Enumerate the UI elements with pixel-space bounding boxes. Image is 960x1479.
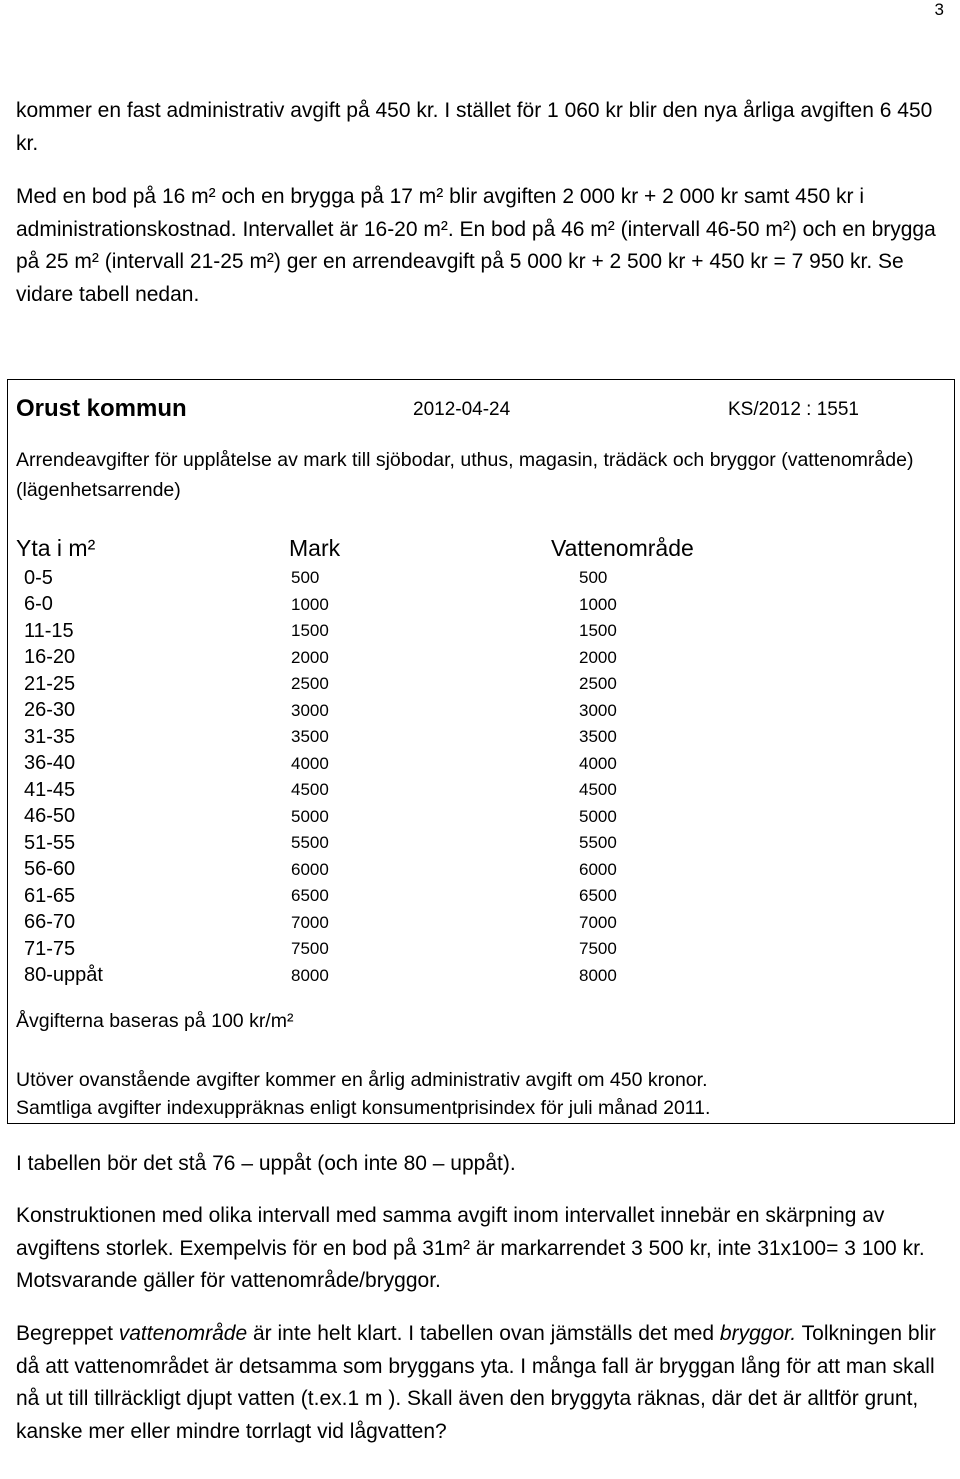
- table-row: [16, 671, 751, 698]
- comment-text-part: Tolkningen blir då att vattenområdet är detsamma som bryggans yta. I många fall är bryggan lång för att man skall nå ut till tillräckligt djupt vatten (t.ex.1 m ). Skall även den bryggyta räknas, där det är alltför grunt, kanske mer eller mindre torrlagt vid lågvatten?: [16, 1322, 936, 1443]
- table-row: [16, 724, 751, 751]
- term-vattenomrade: vattenområde: [118, 1322, 248, 1345]
- table-row: [16, 883, 751, 910]
- cell-size-range: 66-70: [24, 911, 76, 934]
- cell-water-fee: 2500: [579, 674, 617, 694]
- table-row: [16, 698, 751, 725]
- cell-size-range: 51-55: [24, 831, 76, 854]
- cell-land-fee: 5000: [291, 806, 329, 826]
- intro-paragraph-1: kommer en fast administrativ avgift på 450 kr. I stället för 1 060 kr blir den nya årliga avgiften 6 450 kr.: [16, 99, 933, 155]
- admin-fee-note: Utöver ovanstående avgifter kommer en årlig administrativ avgift om 450 kronor.: [16, 1069, 708, 1091]
- cell-water-fee: 1000: [579, 594, 617, 614]
- cell-size-range: 41-45: [24, 778, 76, 801]
- cell-land-fee: 7000: [291, 912, 329, 932]
- document-date: 2012-04-24: [413, 399, 511, 420]
- cell-water-fee: 2000: [579, 647, 617, 667]
- cell-land-fee: 500: [291, 568, 320, 588]
- fee-table-body: [16, 565, 751, 989]
- cell-water-fee: 3500: [579, 727, 617, 747]
- cell-water-fee: 3000: [579, 700, 617, 720]
- table-row: [16, 751, 751, 778]
- cell-water-fee: 500: [579, 568, 608, 588]
- cell-land-fee: 4000: [291, 753, 329, 773]
- cell-land-fee: 2500: [291, 674, 329, 694]
- comment-paragraph-3: [16, 1318, 946, 1448]
- cell-water-fee: 6000: [579, 859, 617, 879]
- table-header-row: [16, 531, 751, 565]
- column-header-size: Yta i m²: [16, 534, 96, 561]
- document-footer: [16, 1066, 936, 1122]
- cell-land-fee: 6000: [291, 859, 329, 879]
- cell-size-range: 31-35: [24, 725, 76, 748]
- cell-water-fee: 8000: [579, 965, 617, 985]
- fee-basis-note: Åvgifterna baseras på 100 kr/m²: [16, 1010, 294, 1032]
- table-row: [16, 936, 751, 963]
- cell-water-fee: 5500: [579, 833, 617, 853]
- column-header-water: Vattenområde: [551, 534, 694, 561]
- cell-water-fee: 6500: [579, 886, 617, 906]
- cell-size-range: 21-25: [24, 672, 76, 695]
- cell-land-fee: 8000: [291, 965, 329, 985]
- table-row: [16, 830, 751, 857]
- table-row: [16, 777, 751, 804]
- document-reference: KS/2012 : 1551: [728, 399, 859, 420]
- column-header-land: Mark: [289, 534, 341, 561]
- comment-paragraph-2: Konstruktionen med olika intervall med samma avgift inom intervallet innebär en skärpning av avgiftens storlek. Exempelvis för en bod på 31m² är markarrendet 3 500 kr, inte 31x100= 3 100 kr. Motsvarande gäller för vattenområde/bryggor.: [16, 1204, 925, 1292]
- table-row: [16, 592, 751, 619]
- fee-document-box: [7, 379, 955, 1124]
- cell-water-fee: 5000: [579, 806, 617, 826]
- page-number: 3: [934, 0, 944, 19]
- fee-table: [16, 531, 751, 989]
- cell-water-fee: 1500: [579, 621, 617, 641]
- table-row: [16, 804, 751, 831]
- cell-land-fee: 1000: [291, 594, 329, 614]
- cell-water-fee: 7500: [579, 939, 617, 959]
- organization-name: Orust kommun: [16, 395, 187, 422]
- cell-size-range: 61-65: [24, 884, 76, 907]
- cell-size-range: 11-15: [24, 619, 74, 642]
- cell-size-range: 80-uppåt: [24, 964, 103, 987]
- cell-land-fee: 6500: [291, 886, 329, 906]
- cell-size-range: 16-20: [24, 646, 76, 669]
- comment-paragraph-1: I tabellen bör det stå 76 – uppåt (och inte 80 – uppåt).: [16, 1152, 516, 1175]
- cell-size-range: 56-60: [24, 858, 76, 881]
- cell-size-range: 26-30: [24, 699, 76, 722]
- term-bryggor: bryggor.: [719, 1322, 797, 1345]
- document-header: [8, 394, 954, 424]
- document-description: Arrendeavgifter för upplåtelse av mark till sjöbodar, uthus, magasin, trädäck och bryggor (vattenområde) (lägenhetsarrende): [16, 449, 914, 501]
- cell-size-range: 36-40: [24, 752, 76, 775]
- table-row: [16, 857, 751, 884]
- comment-text-part: är inte helt klart. I tabellen ovan jämställs det med: [247, 1322, 720, 1345]
- cell-land-fee: 4500: [291, 780, 329, 800]
- table-row: [16, 910, 751, 937]
- cell-water-fee: 4000: [579, 753, 617, 773]
- cell-land-fee: 3500: [291, 727, 329, 747]
- cell-land-fee: 5500: [291, 833, 329, 853]
- comment-text-part: Begreppet: [16, 1322, 119, 1345]
- cell-size-range: 0-5: [24, 566, 53, 589]
- cell-water-fee: 4500: [579, 780, 617, 800]
- index-note: Samtliga avgifter indexuppräknas enligt konsumentprisindex för juli månad 2011.: [16, 1097, 711, 1119]
- cell-land-fee: 2000: [291, 647, 329, 667]
- cell-water-fee: 7000: [579, 912, 617, 932]
- cell-land-fee: 7500: [291, 939, 329, 959]
- table-row: [16, 963, 751, 990]
- table-row: [16, 645, 751, 672]
- cell-size-range: 6-0: [24, 593, 53, 616]
- cell-size-range: 71-75: [24, 937, 76, 960]
- table-row: [16, 565, 751, 592]
- table-row: [16, 618, 751, 645]
- cell-land-fee: 1500: [291, 621, 329, 641]
- cell-size-range: 46-50: [24, 805, 76, 828]
- cell-land-fee: 3000: [291, 700, 329, 720]
- intro-paragraph-2: Med en bod på 16 m² och en brygga på 17 m² blir avgiften 2 000 kr + 2 000 kr samt 450 kr i administrationskostnad. Intervallet är 16-20 m². En bod på 46 m² (intervall 46-50 m²) och en brygga på 25 m² (intervall 21-25 m²) ger en arrendeavgift på 5 000 kr + 2 500 kr + 450 kr = 7 950 kr. Se vidare tabell nedan.: [16, 185, 936, 306]
